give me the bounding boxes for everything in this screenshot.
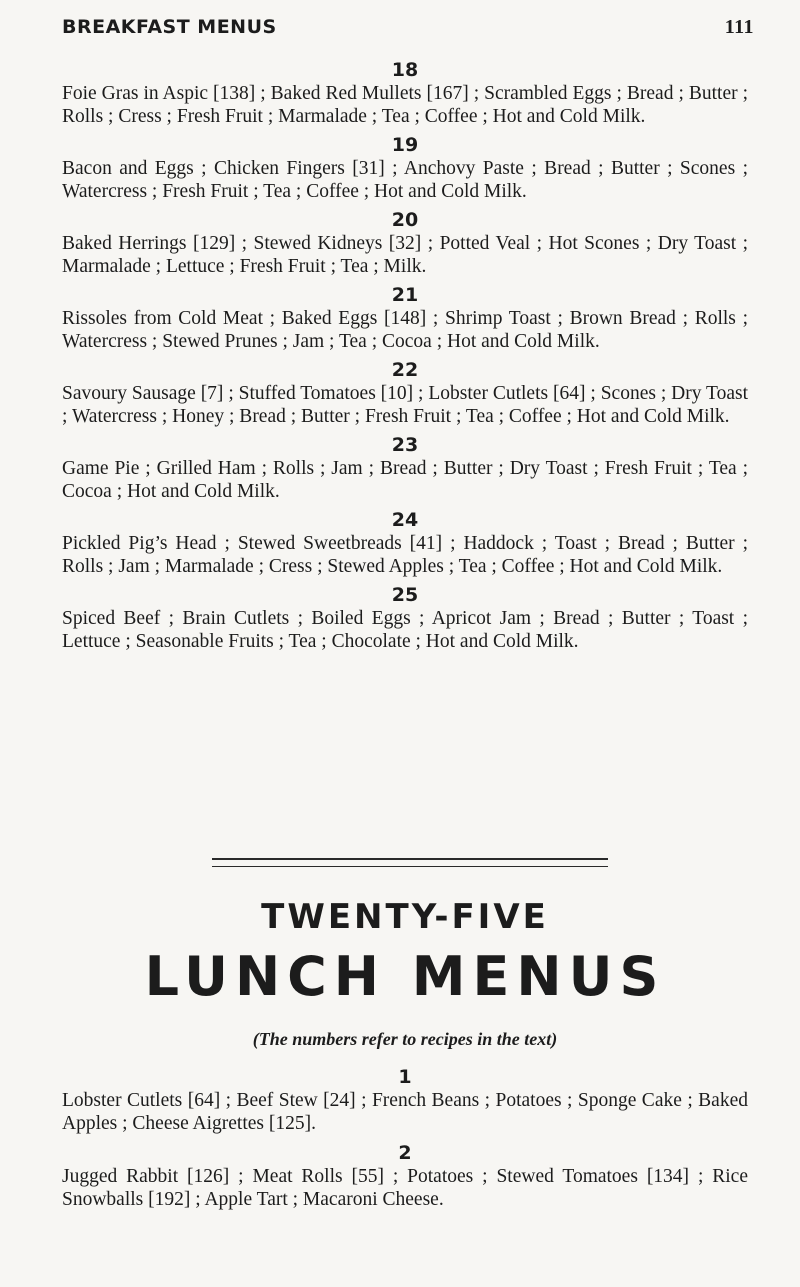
menu-items: Foie Gras in Aspic [138] ; Baked Red Mullets [167] ; Scrambled Eggs ; Bread ; Butter ; Rolls ; Cress ; Fresh Fruit ; Marmalade ; Tea ; Coffee ; Hot and Cold Milk.: [62, 83, 748, 127]
breakfast-menu-24: [62, 508, 748, 578]
breakfast-menu-25: [62, 583, 748, 653]
section-divider-thin: [212, 866, 608, 867]
lunch-menu-2: [62, 1141, 748, 1211]
menu-items: Lobster Cutlets [64] ; Beef Stew [24] ; French Beans ; Potatoes ; Sponge Cake ; Baked Apples ; Cheese Aigrettes [125].: [62, 1090, 748, 1134]
section-title: BREAKFAST MENUS: [62, 16, 277, 38]
section-divider: [212, 858, 608, 860]
menu-number: 1: [398, 1066, 412, 1088]
menu-items: Pickled Pig’s Head ; Stewed Sweetbreads [41] ; Haddock ; Toast ; Bread ; Butter ; Rolls ; Jam ; Marmalade ; Cress ; Stewed Apples ; Tea ; Coffee ; Hot and Cold Milk.: [62, 533, 748, 577]
menu-items: Spiced Beef ; Brain Cutlets ; Boiled Eggs ; Apricot Jam ; Bread ; Butter ; Toast ; Lettuce ; Seasonable Fruits ; Tea ; Chocolate ; Hot and Cold Milk.: [62, 608, 748, 652]
menu-items: Bacon and Eggs ; Chicken Fingers [31] ; Anchovy Paste ; Bread ; Butter ; Scones ; Watercress ; Fresh Fruit ; Tea ; Coffee ; Hot and Cold Milk.: [62, 158, 748, 202]
breakfast-menu-23: [62, 433, 748, 503]
lunch-heading-count: TWENTY-FIVE: [261, 897, 549, 937]
breakfast-menu-19: [62, 133, 748, 203]
menu-number: 19: [391, 134, 419, 156]
breakfast-menu-22: [62, 358, 748, 428]
lunch-heading-title: LUNCH MENUS: [144, 945, 666, 1008]
menu-number: 20: [391, 209, 419, 231]
menu-items: Rissoles from Cold Meat ; Baked Eggs [148] ; Shrimp Toast ; Brown Bread ; Rolls ; Watercress ; Stewed Prunes ; Jam ; Tea ; Cocoa ; Hot and Cold Milk.: [62, 308, 748, 352]
breakfast-menu-21: [62, 283, 748, 353]
lunch-menu-list: [62, 1065, 748, 1217]
page-number: 111: [724, 16, 754, 38]
menu-number: 21: [391, 284, 419, 306]
menu-items: Baked Herrings [129] ; Stewed Kidneys [32] ; Potted Veal ; Hot Scones ; Dry Toast ; Marmalade ; Lettuce ; Fresh Fruit ; Tea ; Milk.: [62, 233, 748, 277]
menu-items: Game Pie ; Grilled Ham ; Rolls ; Jam ; Bread ; Butter ; Dry Toast ; Fresh Fruit ; Tea ; Cocoa ; Hot and Cold Milk.: [62, 458, 748, 502]
menu-number: 2: [398, 1142, 412, 1164]
menu-number: 23: [391, 434, 419, 456]
lunch-menu-1: [62, 1065, 748, 1135]
breakfast-menu-list: [62, 58, 748, 658]
menu-number: 25: [391, 584, 419, 606]
menu-items: Jugged Rabbit [126] ; Meat Rolls [55] ; Potatoes ; Stewed Tomatoes [134] ; Rice Snowballs [192] ; Apple Tart ; Macaroni Cheese.: [62, 1166, 748, 1210]
menu-number: 24: [391, 509, 419, 531]
running-head: [62, 16, 754, 46]
menu-number: 18: [391, 59, 419, 81]
recipe-reference-note: (The numbers refer to recipes in the text): [252, 1029, 558, 1049]
menu-items: Savoury Sausage [7] ; Stuffed Tomatoes [10] ; Lobster Cutlets [64] ; Scones ; Dry Toast ; Watercress ; Honey ; Bread ; Butter ; Fresh Fruit ; Tea ; Coffee ; Hot and Cold Milk.: [62, 383, 748, 427]
breakfast-menu-18: [62, 58, 748, 128]
menu-number: 22: [391, 359, 419, 381]
breakfast-menu-20: [62, 208, 748, 278]
